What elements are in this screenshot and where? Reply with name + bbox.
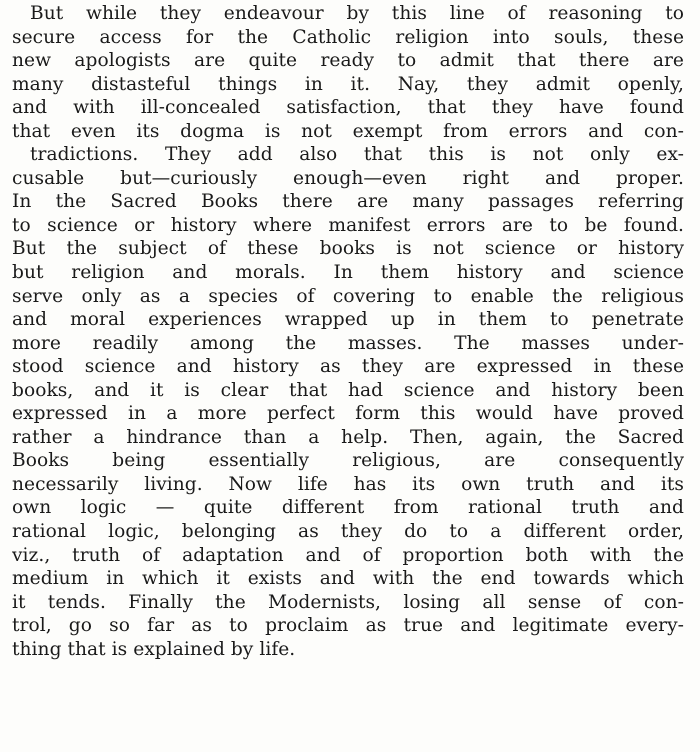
text-line: own logic — quite different from rational truth and [12, 497, 684, 519]
text-line: books, and it is clear that had science and history been [12, 379, 684, 401]
text-line: many distasteful things in it. Nay, they admit openly, [12, 73, 684, 95]
text-line: medium in which it exists and with the end towards which [12, 568, 684, 590]
text-line: stood science and history as they are expressed in these [12, 356, 684, 378]
text-line: rational logic, belonging as they do to a different order, [12, 521, 684, 543]
text-line: But while they endeavour by this line of reasoning to [30, 3, 684, 24]
text-line: more readily among the masses. The masses under- [12, 332, 684, 354]
text-line: it tends. Finally the Modernists, losing all sense of con- [12, 591, 684, 613]
body-paragraph [12, 2, 684, 661]
text-line: but religion and morals. In them history and science [12, 262, 684, 284]
text-line: cusable but—curiously enough—even right and proper. [12, 167, 684, 189]
text-line: tradictions. They add also that this is not only ex- [30, 144, 684, 166]
text-line: secure access for the Catholic religion into souls, these [12, 26, 684, 48]
text-line: trol, go so far as to proclaim as true and legitimate every- [12, 615, 684, 637]
text-line: Books being essentially religious, are consequently [12, 450, 684, 472]
text-line: In the Sacred Books there are many passages referring [12, 191, 684, 213]
text-line: and moral experiences wrapped up in them to penetrate [12, 309, 684, 331]
text-line: and with ill-concealed satisfaction, that they have found [12, 97, 684, 119]
text-line: rather a hindrance than a help. Then, again, the Sacred [12, 426, 684, 448]
text-line: But the subject of these books is not science or history [12, 238, 684, 260]
text-line: to science or history where manifest errors are to be found. [12, 214, 684, 236]
text-line: necessarily living. Now life has its own truth and its [12, 473, 684, 495]
text-line: that even its dogma is not exempt from errors and con- [12, 120, 684, 142]
text-line: thing that is explained by life. [12, 638, 296, 660]
text-line: new apologists are quite ready to admit that there are [12, 50, 684, 72]
text-line: expressed in a more perfect form this would have proved [12, 403, 684, 425]
text-line: viz., truth of adaptation and of proportion both with the [12, 544, 684, 566]
text-line: serve only as a species of covering to enable the religious [12, 285, 684, 307]
